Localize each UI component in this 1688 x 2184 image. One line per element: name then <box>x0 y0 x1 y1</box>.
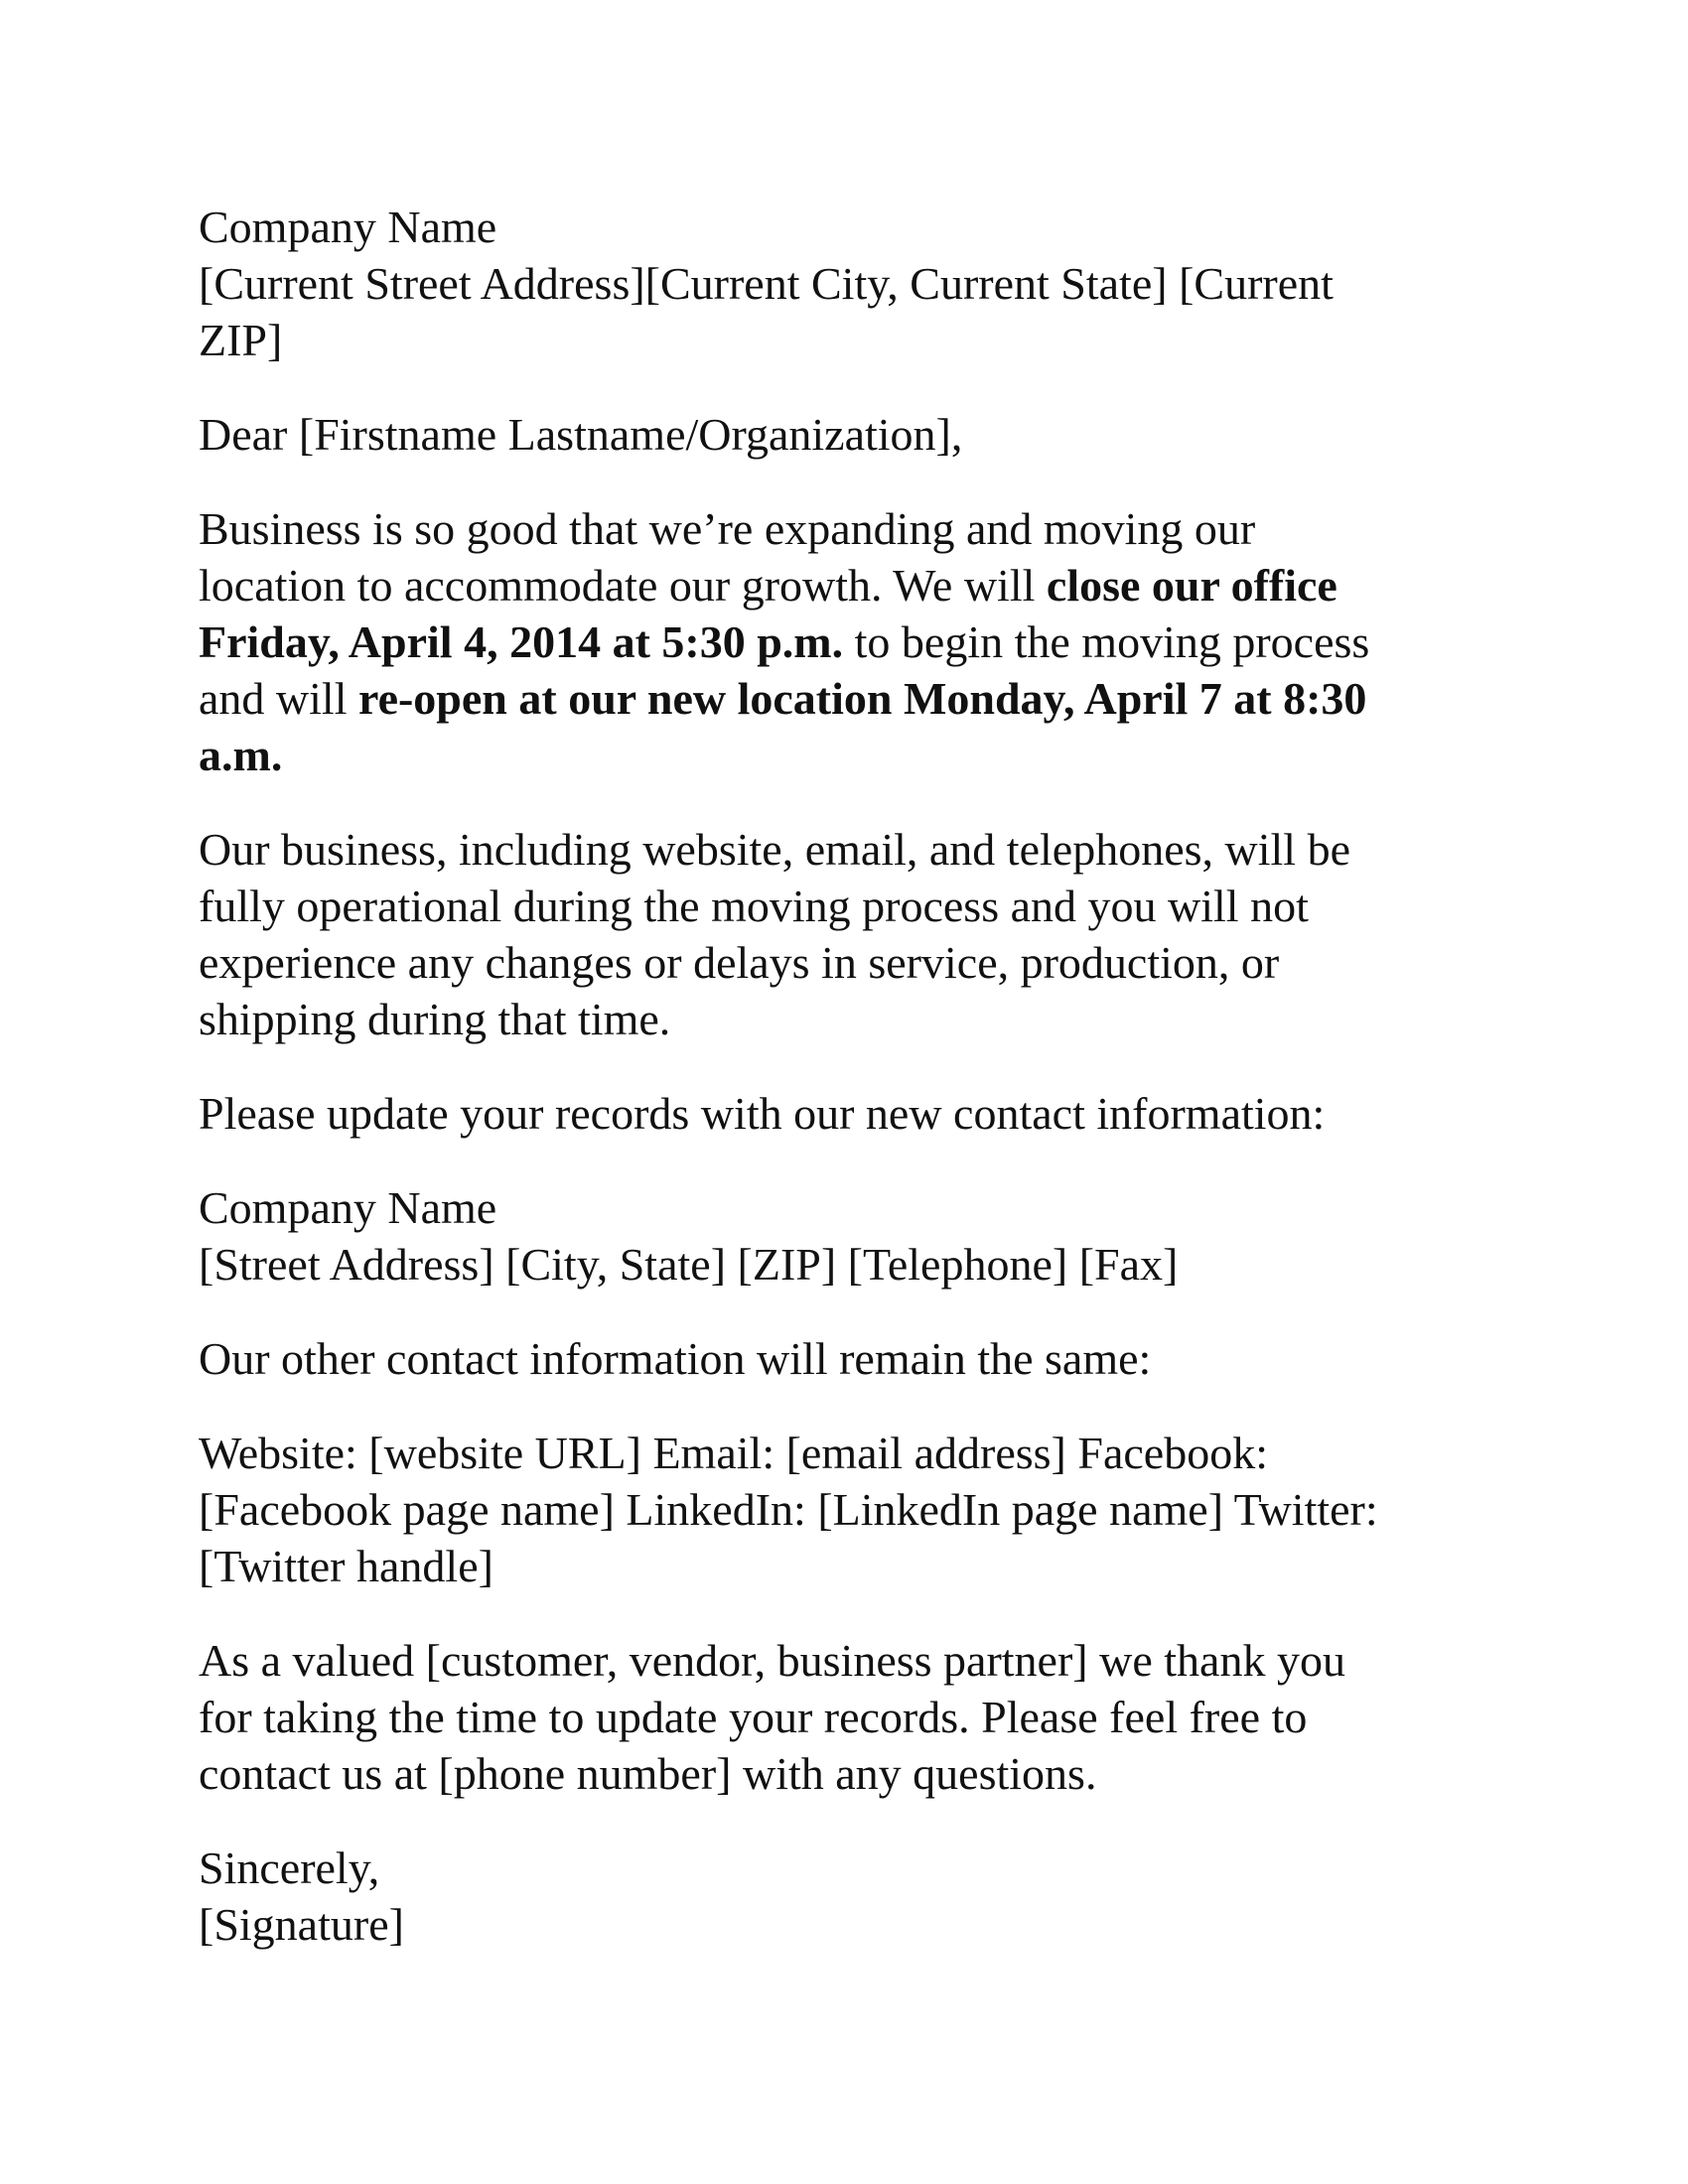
sender-address-line-1: [Current Street Address][Current City, Current State] [Current <box>199 258 1334 309</box>
reopen-highlight: re-open at our new location Monday, April 7 at 8:30 <box>357 673 1367 724</box>
paragraph-line <box>199 557 1489 614</box>
contact-line: [Twitter handle] <box>199 1541 493 1591</box>
paragraph-text: to begin the moving process <box>843 616 1370 667</box>
paragraph-thank-you <box>199 1632 1489 1802</box>
paragraph-text: location to accommodate our growth. We will <box>199 560 1047 611</box>
closing-block <box>199 1840 1489 1953</box>
close-office-highlight: close our office <box>1046 560 1337 611</box>
paragraph-line: shipping during that time. <box>199 994 671 1044</box>
paragraph-update-records <box>199 1085 1489 1142</box>
paragraph-line: contact us at [phone number] with any questions. <box>199 1748 1097 1799</box>
reopen-time-highlight: a.m. <box>199 730 283 780</box>
paragraph-line: Our other contact information will remain the same: <box>199 1333 1152 1384</box>
paragraph-line: As a valued [customer, vendor, business partner] we thank you <box>199 1635 1345 1686</box>
paragraph-other-contact <box>199 1330 1489 1387</box>
paragraph-line: fully operational during the moving process and you will not <box>199 881 1309 931</box>
signature-placeholder: [Signature] <box>199 1899 404 1950</box>
letter-body <box>199 199 1489 1990</box>
contact-line: [Facebook page name] LinkedIn: [LinkedIn page name] Twitter: <box>199 1484 1378 1535</box>
new-address-details: [Street Address] [City, State] [ZIP] [Telephone] [Fax] <box>199 1239 1179 1290</box>
sender-company-name: Company Name <box>199 202 497 252</box>
paragraph-moving-announcement <box>199 500 1489 783</box>
sender-address-line-2: ZIP] <box>199 315 283 365</box>
paragraph-text: and will <box>199 673 358 724</box>
paragraph-operations <box>199 821 1489 1047</box>
sender-block <box>199 199 1489 368</box>
contact-line: Website: [website URL] Email: [email address] Facebook: <box>199 1428 1268 1478</box>
contact-details-block <box>199 1425 1489 1594</box>
close-date-highlight: Friday, April 4, 2014 at 5:30 p.m. <box>199 616 844 667</box>
new-company-name: Company Name <box>199 1182 497 1233</box>
paragraph-line <box>199 727 1489 783</box>
paragraph-line: Please update your records with our new contact information: <box>199 1088 1326 1139</box>
paragraph-line <box>199 670 1489 727</box>
paragraph-line: for taking the time to update your records. Please feel free to <box>199 1692 1308 1742</box>
salutation <box>199 406 1489 463</box>
paragraph-line: experience any changes or delays in service, production, or <box>199 937 1280 988</box>
valediction: Sincerely, <box>199 1843 380 1893</box>
salutation-text: Dear [Firstname Lastname/Organization], <box>199 409 963 460</box>
new-address-block <box>199 1179 1489 1293</box>
paragraph-line: Our business, including website, email, and telephones, will be <box>199 824 1350 875</box>
paragraph-line <box>199 614 1489 670</box>
paragraph-line: Business is so good that we’re expanding and moving our <box>199 503 1256 554</box>
